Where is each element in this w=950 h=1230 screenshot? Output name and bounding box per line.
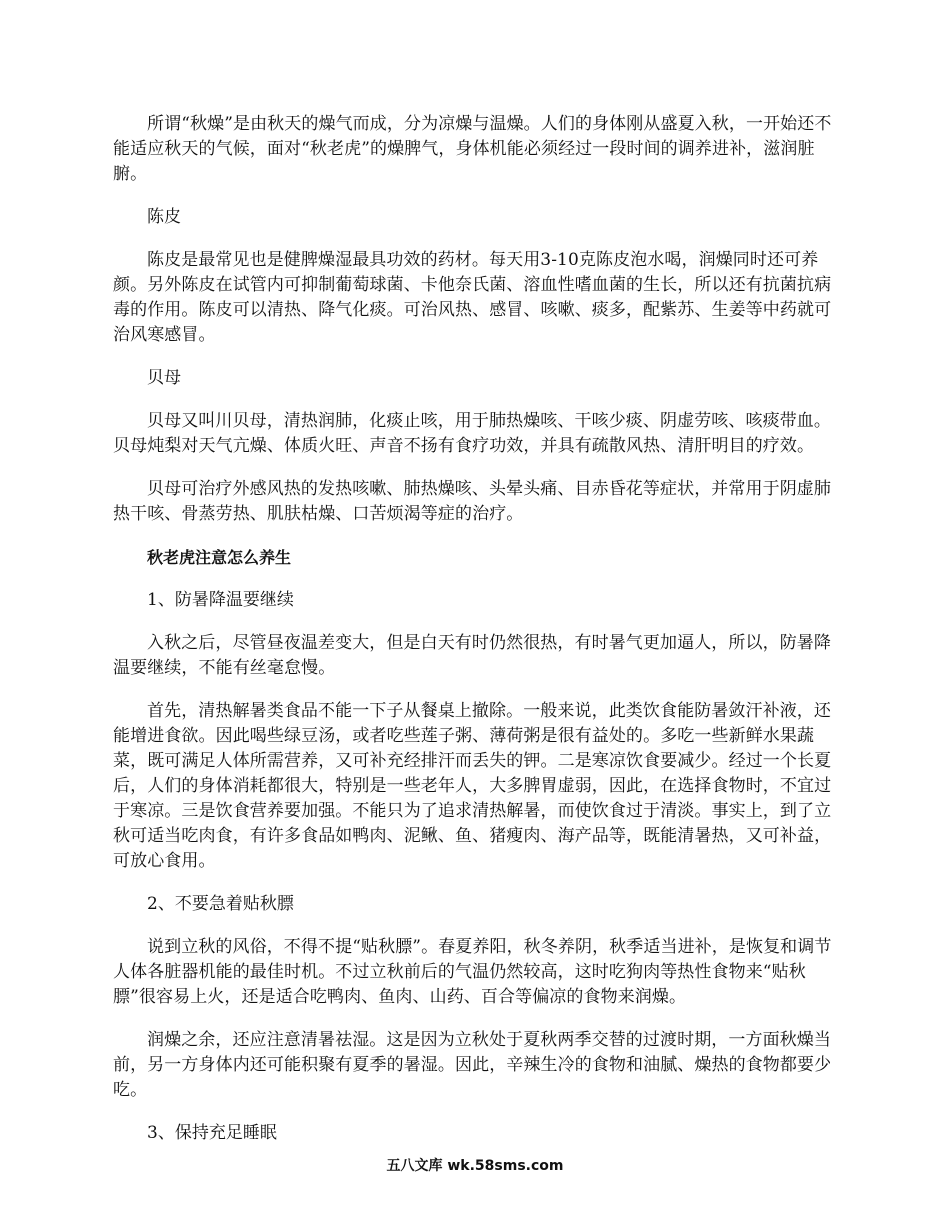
- subheading-3: 3、保持充足睡眠: [147, 1123, 277, 1143]
- subheading-1: 1、防暑降温要继续: [147, 590, 294, 610]
- paragraph-beimu-1: 贝母又叫川贝母，清热润肺，化痰止咳，用于肺热燥咳、干咳少痰、阴虚劳咳、咳痰带血。贝母炖梨对天气亢燥、体质火旺、声音不扬有食疗功效，并具有疏散风热、清肝明目的疗效。: [113, 411, 831, 456]
- paragraph-2a: 说到立秋的风俗，不得不提“贴秋膘”。春夏养阳，秋冬养阴，秋季适当进补，是恢复和调节人体各脏器机能的最佳时机。不过立秋前后的气温仍然较高，这时吃狗肉等热性食物来“贴秋膘”很容易上火，还是适合吃鸭肉、鱼肉、山药、百合等偏凉的食物来润燥。: [113, 937, 832, 1007]
- paragraph-intro: 所谓“秋燥”是由秋天的燥气而成，分为凉燥与温燥。人们的身体刚从盛夏入秋，一开始还不能适应秋天的气候，面对“秋老虎”的燥脾气，身体机能必须经过一段时间的调养进补，滋润脏腑。: [113, 114, 832, 184]
- document-body: [113, 112, 841, 1164]
- section-title: 秋老虎注意怎么养生: [147, 548, 292, 567]
- paragraph-2b: 润燥之余，还应注意清暑祛湿。这是因为立秋处于夏秋两季交替的过渡时期，一方面秋燥当前，另一方身体内还可能积聚有夏季的暑湿。因此，辛辣生冷的食物和油腻、燥热的食物都要少吃。: [113, 1030, 832, 1100]
- paragraph-chenpi: 陈皮是最常见也是健脾燥湿最具功效的药材。每天用3-10克陈皮泡水喝，润燥同时还可养颜。另外陈皮在试管内可抑制葡萄球菌、卡他奈氏菌、溶血性嗜血菌的生长，所以还有抗菌抗病毒的作用。陈皮可以清热、降气化痰。可治风热、感冒、咳嗽、痰多，配紫苏、生姜等中药就可治风寒感冒。: [113, 250, 832, 345]
- footer-watermark: 五八文库 wk.58sms.com: [386, 1158, 564, 1174]
- subheading-2: 2、不要急着贴秋膘: [147, 894, 294, 914]
- heading-chenpi: 陈皮: [147, 207, 181, 227]
- paragraph-1a: 入秋之后，尽管昼夜温差变大，但是白天有时仍然很热，有时暑气更加逼人，所以，防暑降温要继续，不能有丝毫怠慢。: [113, 633, 831, 678]
- paragraph-beimu-2: 贝母可治疗外感风热的发热咳嗽、肺热燥咳、头晕头痛、目赤昏花等症状，并常用于阴虚肺热干咳、骨蒸劳热、肌肤枯燥、口苦烦渴等症的治疗。: [113, 479, 831, 524]
- heading-beimu: 贝母: [147, 368, 181, 388]
- paragraph-1b: 首先，清热解暑类食品不能一下子从餐桌上撤除。一般来说，此类饮食能防暑敛汗补液，还能增进食欲。因此喝些绿豆汤，或者吃些莲子粥、薄荷粥是很有益处的。多吃一些新鲜水果蔬菜，既可满足人体所需营养，又可补充经排汗而丢失的钾。二是寒凉饮食要减少。经过一个长夏后，人们的身体消耗都很大，特别是一些老年人，大多脾胃虚弱，因此，在选择食物时，不宜过于寒凉。三是饮食营养要加强。不能只为了追求清热解暑，而使饮食过于清淡。事实上，到了立秋可适当吃肉食，有许多食品如鸭肉、泥鳅、鱼、猪瘦肉、海产品等，既能清暑热，又可补益，可放心食用。: [113, 701, 832, 871]
